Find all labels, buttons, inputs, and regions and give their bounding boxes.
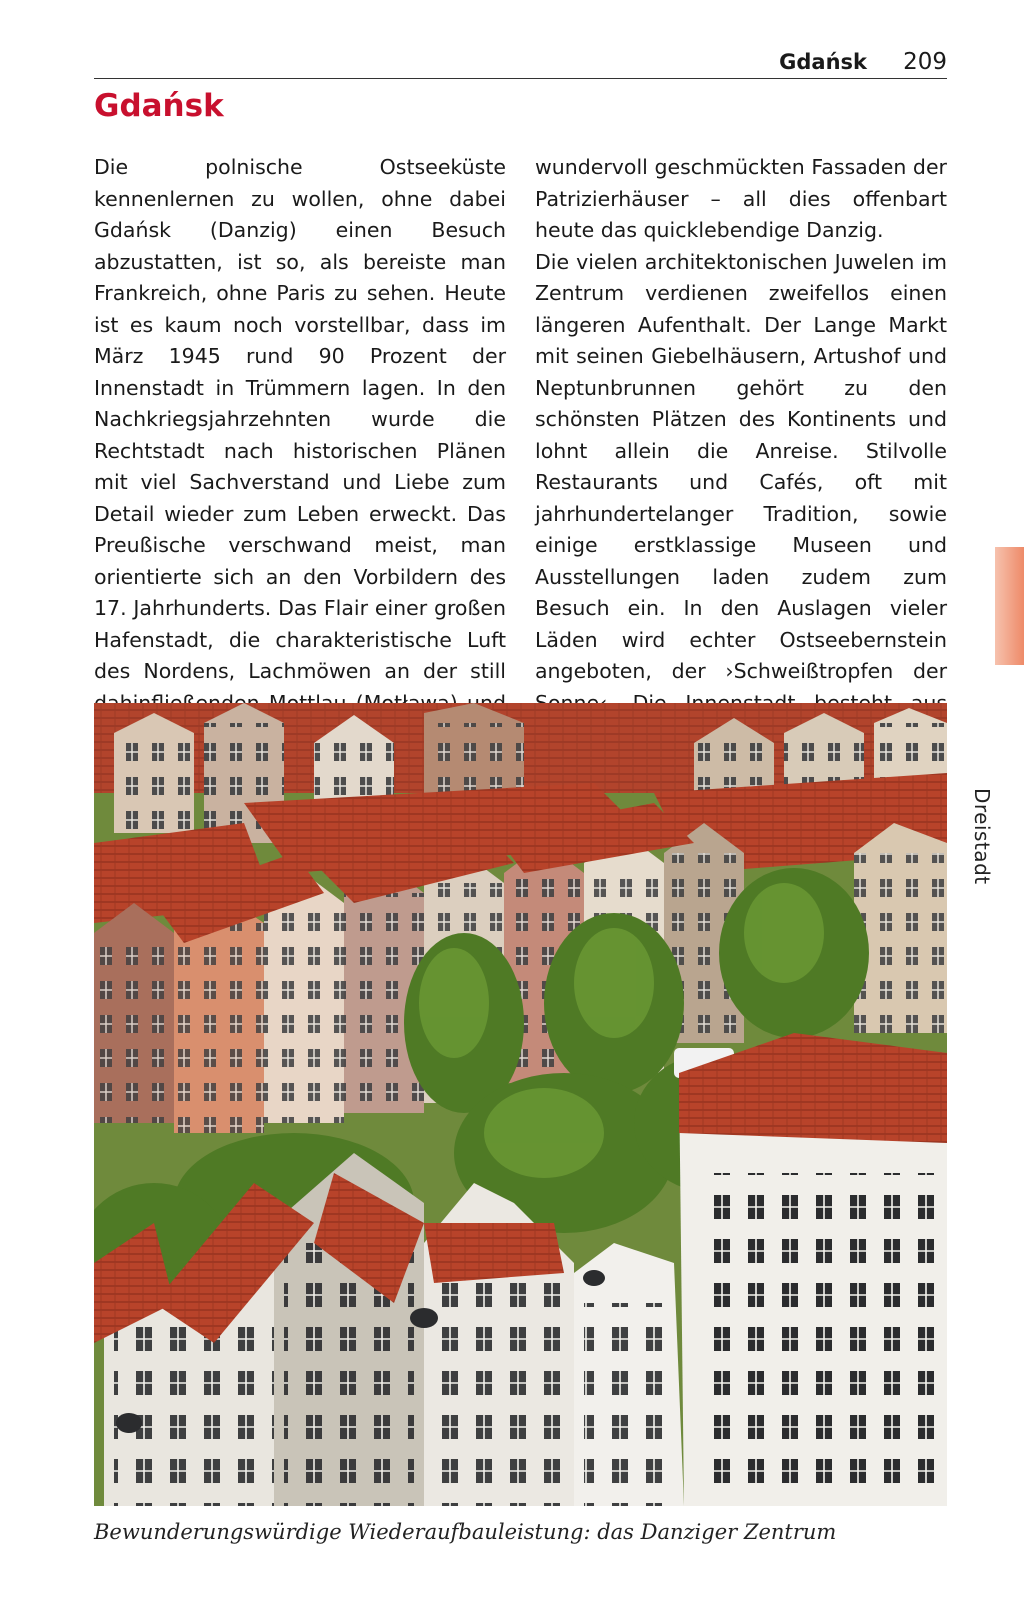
running-head-section: Gdańsk [779, 50, 867, 74]
paragraph-right-2: Die vielen architektonischen Juwelen im Zentrum verdienen zweifellos einen längeren Aufenthalt. Der Lange Markt mit seinen Giebelhäusern, Artushof und Neptunbrunnen gehört zu den schönsten Plätzen des Kontinents und lohnt allein die Anreise. Stilvolle Restaurants und Cafés, oft mit jahrhundertelanger Tradition, sowie einige erstklassige Museen und Ausstellungen laden zudem zum Besuch ein. In den Auslagen vieler Läden wird echter Ostseebernstein angeboten, der ›Schweißtropfen der [535, 249, 947, 683]
text-column-left [94, 152, 506, 751]
page-number: 209 [903, 49, 947, 75]
chapter-thumb-label: Dreistadt [970, 788, 994, 885]
running-head [94, 44, 947, 79]
city-photo [94, 703, 947, 1506]
text-column-right [535, 152, 947, 751]
chapter-thumb-tab [995, 547, 1024, 665]
paragraph-right-1: wundervoll geschmückten Fassaden der Patrizierhäuser – all dies offenbart heute das quicklebendige Danzig. [535, 155, 947, 242]
paragraph-left: Die polnische Ostseeküste kennenlernen zu wollen, ohne dabei Gdańsk (Danzig) einen Besuch abzustatten, ist so, als bereiste man Frankreich, ohne Paris zu sehen. Heute ist es kaum noch vorstellbar, dass im März 1945 rund 90 Prozent der Innenstadt in Trümmern lagen. In den Nachkriegsjahrzehnten wurde die Rechtstadt nach historischen Plänen mit viel Sachverstand und Liebe zum Detail wieder zum Leben erweckt. Das Preußische verschwand meist, man orientierte sich an den Vorbildern des 17. Jahrhunderts. Das Flair einer großen Hafenstadt, die charakteristische Luft des Nordens, Lachmöwen an der still [94, 155, 506, 683]
figure-caption: Bewunderungswürdige Wiederaufbauleistung: das Danziger Zentrum [94, 1520, 837, 1544]
chapter-title: Gdańsk [94, 88, 224, 124]
